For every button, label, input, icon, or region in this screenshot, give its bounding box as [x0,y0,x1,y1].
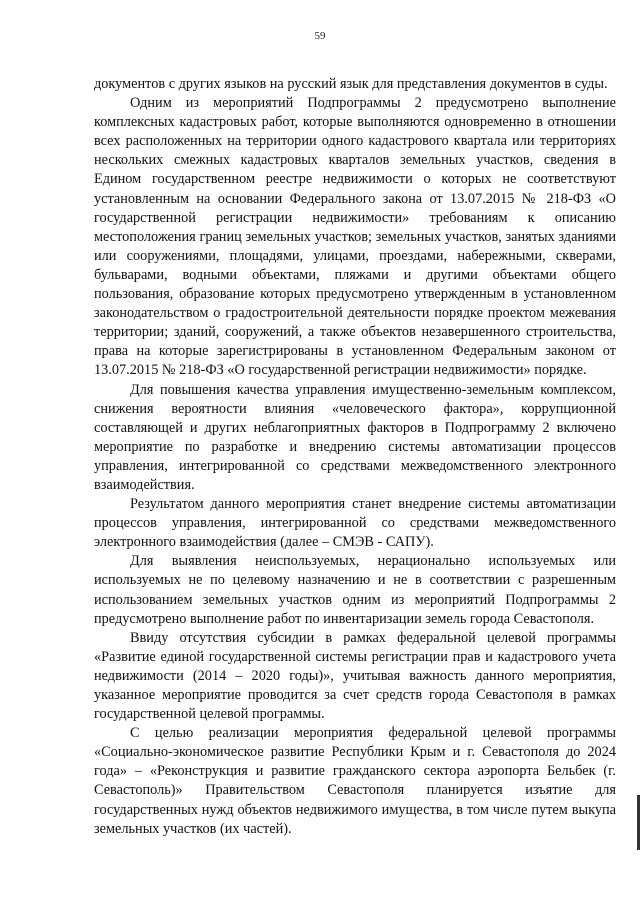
document-body [94,75,616,839]
paragraph-6: Ввиду отсутствия субсидии в рамках федеральной целевой программы «Развитие единой государственной системы регистрации прав и кадастрового учета недвижимости (2014 – 2020 годы)», учитывая важность данного мероприятия, указанное мероприятие проводится за счет средств города Севастополя в рамках государственной целевой программы. [94,629,616,723]
paragraph-7: С целью реализации мероприятия федеральной целевой программы «Социально-экономическое развитие Республики Крым и г. Севастополя до 2024 года» – «Реконструкция и развитие гражданского сектора аэропорта Бельбек (г. Севастополь)» Правительством Севастополя планируется изъятие для государственных нужд объектов недвижимого имущества, в том числе путем выкупа земельных участков (их частей). [94,725,616,837]
paragraph-5: Для выявления неиспользуемых, нерационально используемых или используемых не по целевому назначению и не в соответствии с разрешенным использованием земельных участков одним из мероприятий Подпрограммы 2 предусмотрено выполнение работ по инвентаризации земель города Севастополя. [94,553,616,627]
paragraph-3: Для повышения качества управления имущественно-земельным комплексом, снижения вероятности влияния «человеческого фактора», коррупционной составляющей и других неблагоприятных факторов в Подпрограмму 2 включено мероприятие по разработке и внедрению системы автоматизации процессов управления, интегрированной со средствами межведомственного электронного взаимодействия. [94,381,616,493]
paragraph-2: Одним из мероприятий Подпрограммы 2 предусмотрено выполнение комплексных кадастровых работ, которые выполняются одновременно в отношении всех расположенных на территории одного кадастрового квартала или территориях нескольких смежных кадастровых кварталов земельных участков, сведения в Едином государственном реестре недвижимости о которых не соответствуют установленным на основании Федерального закона от 13.07.2015 № 218-ФЗ «О государственной регистрации недвижимости» требованиям к описанию местоположения границ земельных участков; земельных участков, занятых зданиями или сооружениями, площадями, улицами, проездами, набережными, скверами, бульварами, водными объектами, пляжами и другими объектами общего пользования, образование которых предусмотрено утвержденным в установленном законодательством о градостроительной деятельности порядке проектом межевания территории; зданий, сооружений, а также объектов незавершенного строительства, права на которые зарегистрированы в установленном Федеральным законом от 13.07.2015 № 218-ФЗ «О государственной регистрации недвижимости» порядке. [94,95,616,379]
paragraph-4: Результатом данного мероприятия станет внедрение системы автоматизации процессов управления, интегрированной со средствами межведомственного электронного взаимодействия (далее – СМЭВ - САПУ). [94,496,616,551]
paragraph-1: документов с других языков на русский язык для представления документов в суды. [94,76,608,92]
page-number: 59 [314,30,326,42]
